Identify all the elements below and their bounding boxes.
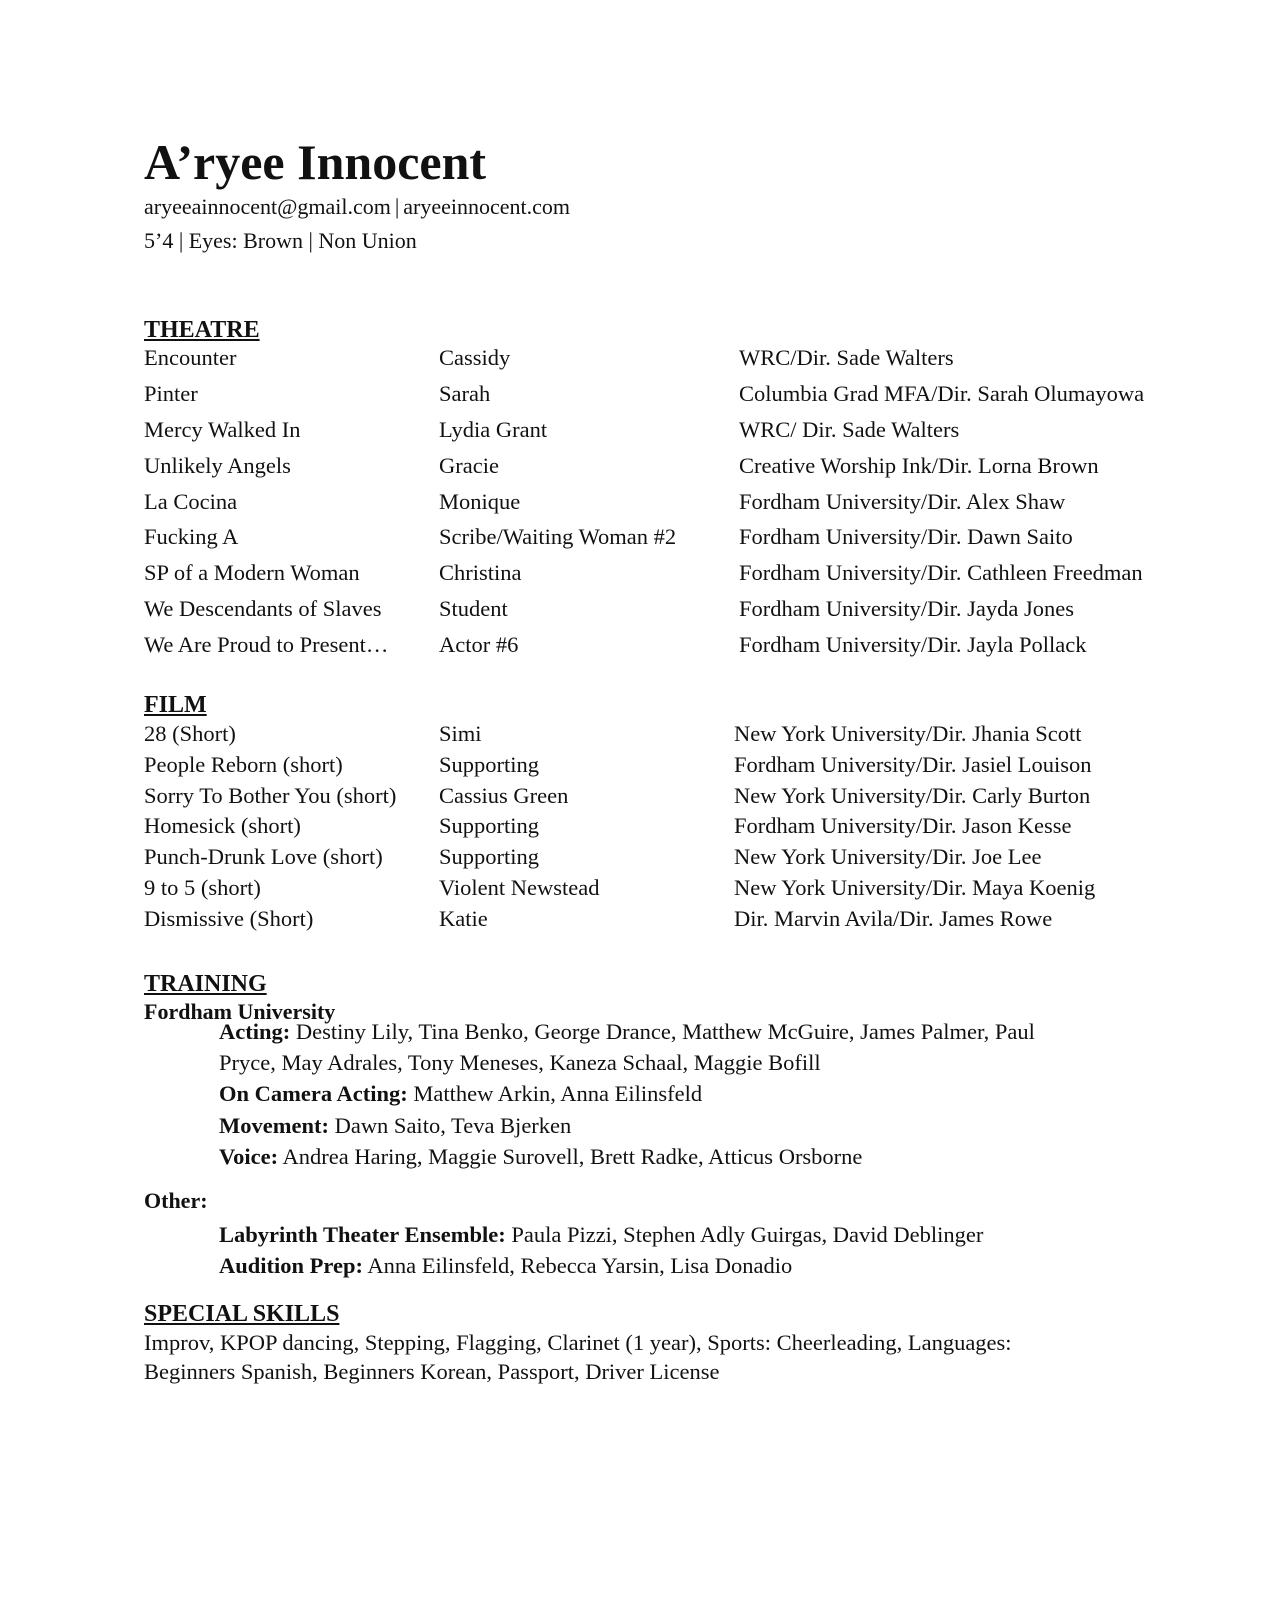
credit-role: Cassius Green (439, 782, 569, 808)
credit-role: Cassidy (439, 345, 511, 370)
credit-role: Student (439, 596, 508, 622)
movement-line (219, 1110, 1119, 1141)
film-heading: FILM (144, 692, 207, 718)
credit-title: We Descendants of Slaves (144, 596, 382, 622)
credit-role: Actor #6 (439, 632, 519, 658)
credit-title: Fucking A (144, 524, 239, 550)
credit-row (144, 811, 1244, 842)
credit-title: Unlikely Angels (144, 452, 291, 478)
credit-row (144, 630, 1244, 666)
credit-row (144, 379, 1244, 415)
credit-row (144, 487, 1244, 523)
credit-company: Fordham University/Dir. Dawn Saito (739, 524, 1073, 550)
credit-title: Homesick (short) (144, 813, 301, 839)
credit-role: Simi (439, 721, 482, 746)
credit-company: Creative Worship Ink/Dir. Lorna Brown (739, 452, 1099, 478)
credit-title: Dismissive (Short) (144, 905, 314, 931)
contact-separator: | (394, 194, 400, 219)
labyrinth-teachers: Paula Pizzi, Stephen Adly Guirgas, David Deblinger (511, 1222, 984, 1247)
credit-role: Christina (439, 560, 522, 586)
camera-label: On Camera Acting: (219, 1081, 408, 1107)
credit-title: Encounter (144, 345, 237, 370)
email-link[interactable]: aryeeainnocent@gmail.com (144, 194, 391, 219)
film-credits (144, 719, 1244, 935)
credit-title: 28 (Short) (144, 721, 236, 746)
theatre-credits (144, 343, 1244, 666)
camera-line (219, 1078, 1119, 1109)
contact-line (144, 193, 570, 221)
credit-title: People Reborn (short) (144, 751, 343, 777)
website-link[interactable]: aryeeinnocent.com (403, 194, 571, 219)
credit-company: Dir. Marvin Avila/Dir. James Rowe (734, 905, 1053, 931)
credit-row (144, 343, 1244, 379)
skills-line: Beginners Spanish, Beginners Korean, Passport, Driver License (144, 1359, 720, 1384)
credit-row (144, 842, 1244, 873)
other-training (219, 1219, 1119, 1281)
labyrinth-label: Labyrinth Theater Ensemble: (219, 1222, 506, 1247)
credit-title: La Cocina (144, 488, 238, 514)
credit-row (144, 451, 1244, 487)
credit-role: Supporting (439, 751, 540, 777)
credit-company: Fordham University/Dir. Jayla Pollack (739, 632, 1087, 658)
credit-role: Supporting (439, 813, 540, 839)
credit-title: Pinter (144, 380, 198, 406)
credit-role: Sarah (439, 380, 491, 406)
credit-company: New York University/Dir. Joe Lee (734, 844, 1042, 870)
movement-teachers: Dawn Saito, Teva Bjerken (334, 1112, 572, 1138)
voice-label: Voice: (219, 1143, 279, 1169)
credit-company: New York University/Dir. Jhania Scott (734, 721, 1082, 746)
voice-teachers: Andrea Haring, Maggie Surovell, Brett Radke, Atticus Orsborne (282, 1143, 863, 1169)
acting-line-continued: Pryce, May Adrales, Tony Meneses, Kaneza Schaal, Maggie Bofill (219, 1050, 821, 1076)
credit-row (144, 873, 1244, 904)
audition-teachers: Anna Eilinsfeld, Rebecca Yarsin, Lisa Donadio (367, 1253, 793, 1279)
credit-role: Lydia Grant (439, 416, 548, 442)
credit-company: New York University/Dir. Carly Burton (734, 782, 1091, 808)
credit-row (144, 522, 1244, 558)
special-skills (144, 1328, 1144, 1386)
acting-line (219, 1016, 1119, 1047)
labyrinth-line (219, 1219, 1119, 1250)
credit-company: New York University/Dir. Maya Koenig (734, 874, 1096, 900)
physical-stats: 5’4 | Eyes: Brown | Non Union (144, 228, 417, 253)
credit-title: 9 to 5 (short) (144, 874, 261, 900)
credit-row (144, 904, 1244, 935)
theatre-heading: THEATRE (144, 317, 260, 343)
credit-company: WRC/ Dir. Sade Walters (739, 416, 960, 442)
audition-line (219, 1250, 1119, 1281)
credit-company: Columbia Grad MFA/Dir. Sarah Olumayowa (739, 380, 1145, 406)
credit-row (144, 719, 1244, 750)
credit-title: Punch-Drunk Love (short) (144, 844, 383, 870)
credit-role: Violent Newstead (439, 874, 600, 900)
credit-role: Supporting (439, 844, 540, 870)
credit-title: We Are Proud to Present… (144, 632, 389, 658)
credit-title: SP of a Modern Woman (144, 560, 360, 586)
credit-role: Scribe/Waiting Woman #2 (439, 524, 677, 550)
credit-row (144, 594, 1244, 630)
training-heading: TRAINING (144, 971, 267, 997)
credit-company: Fordham University/Dir. Cathleen Freedman (739, 560, 1143, 586)
acting-teachers: Destiny Lily, Tina Benko, George Drance, Matthew McGuire, James Palmer, Paul (295, 1019, 1035, 1044)
movement-label: Movement: (219, 1112, 329, 1138)
credit-role: Katie (439, 905, 488, 931)
credit-role: Gracie (439, 452, 499, 478)
credit-title: Sorry To Bother You (short) (144, 782, 397, 808)
credit-row (144, 750, 1244, 781)
credit-title: Mercy Walked In (144, 416, 301, 442)
camera-teachers: Matthew Arkin, Anna Eilinsfeld (413, 1081, 703, 1107)
voice-line (219, 1141, 1119, 1172)
training-school: Fordham University (144, 999, 336, 1024)
credit-company: Fordham University/Dir. Jasiel Louison (734, 751, 1092, 777)
acting-label: Acting: (219, 1019, 291, 1044)
credit-row (144, 781, 1244, 812)
credit-company: Fordham University/Dir. Alex Shaw (739, 488, 1066, 514)
performer-name: A’ryee Innocent (144, 134, 487, 190)
fordham-training (219, 1016, 1119, 1172)
credit-role: Monique (439, 488, 521, 514)
credit-company: WRC/Dir. Sade Walters (739, 345, 954, 370)
skills-line: Improv, KPOP dancing, Stepping, Flagging, Clarinet (1 year), Sports: Cheerleading, Languages: (144, 1330, 1012, 1355)
credit-company: Fordham University/Dir. Jayda Jones (739, 596, 1074, 622)
credit-company: Fordham University/Dir. Jason Kesse (734, 813, 1072, 839)
credit-row (144, 415, 1244, 451)
credit-row (144, 558, 1244, 594)
other-training-label: Other: (144, 1188, 208, 1213)
skills-heading: SPECIAL SKILLS (144, 1301, 340, 1327)
audition-label: Audition Prep: (219, 1253, 363, 1279)
